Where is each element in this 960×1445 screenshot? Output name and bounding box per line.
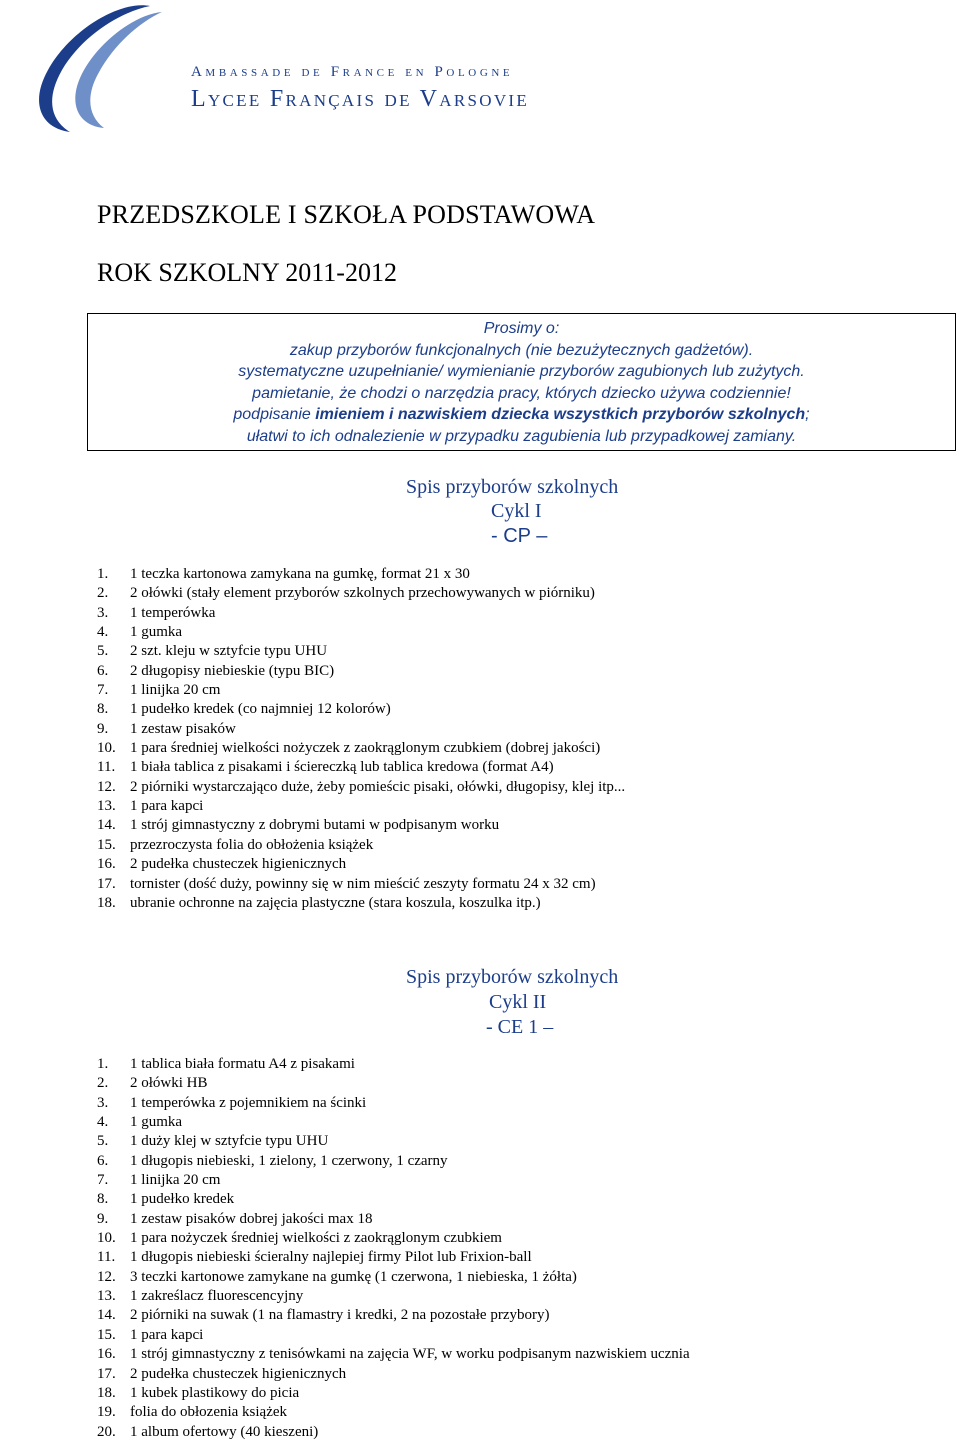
list-item-number: 10. [97,1230,116,1247]
list-item [97,1094,690,1113]
notice-line: pamietanie, że chodzi o narzędzia pracy, których dziecko używa codziennie! [252,384,791,402]
list-item-text: 1 gumka [130,1114,183,1131]
cycle1-name: Cykl I [491,500,542,522]
list-item-text: tornister (dość duży, powinny się w nim mieścić zeszyty formatu 24 x 32 cm) [130,875,596,892]
school-year: ROK SZKOLNY 2011-2012 [97,258,397,287]
list-item [97,758,625,777]
notice-line: Prosimy o: [483,320,560,337]
list-item-number: 12. [97,1268,116,1285]
list-item [97,855,625,874]
list-item-text: 3 teczki kartonowe zamykane na gumkę (1 czerwona, 1 niebieska, 1 żółta) [130,1268,577,1285]
list-item [97,875,625,894]
list-item-number: 18. [97,894,116,911]
list-item-text: 2 ołówki HB [130,1075,208,1092]
list-item-number: 18. [97,1384,116,1401]
notice-line: ułatwi to ich odnalezienie w przypadku zagubienia lub przypadkowej zamiany. [246,427,797,445]
list-item-text: 1 pudełko kredek [130,1191,235,1208]
list-item [97,720,625,739]
list-item-number: 4. [97,1114,109,1131]
cycle2-level: - CE 1 – [486,1016,554,1038]
list-item-text: 2 piórniki wystarczająco duże, żeby pomieścic pisaki, ołówki, długopisy, klej itp... [130,778,626,795]
list-item-number: 2. [97,1075,109,1092]
list-item-number: 9. [97,1210,109,1227]
list-item-text: ubranie ochronne na zajęcia plastyczne (stara koszula, koszulka itp.) [130,894,541,911]
list-item [97,816,625,835]
list-item-text: 2 pudełka chusteczek higienicznych [130,1365,347,1382]
list-item-number: 3. [97,1094,109,1111]
list-item-number: 15. [97,1326,116,1343]
list-item-number: 14. [97,817,116,834]
list-item-number: 17. [97,1365,116,1382]
list-item-text: 2 szt. kleju w sztyfcie typu UHU [130,643,328,660]
cycle1-level: - CP – [491,525,548,547]
list-item [97,778,625,797]
list-item-number: 16. [97,1346,116,1363]
list-item-text: folia do obłozenia książek [130,1404,288,1421]
list-item-number: 8. [97,1191,109,1208]
list-item-text: 1 para nożyczek średniej wielkości z zaokrąglonym czubkiem [130,1230,502,1247]
list-item-number: 4. [97,624,109,641]
list-item [97,894,625,913]
list-item-number: 14. [97,1307,116,1324]
list-item-text: 1 teczka kartonowa zamykana na gumkę, format 21 x 30 [130,566,470,582]
list-item [97,1326,690,1345]
list-item [97,1423,690,1442]
list-item-number: 3. [97,604,109,621]
swoosh-logo-icon [0,0,190,140]
list-item-text: 1 temperówka z pojemnikiem na ścinki [130,1094,367,1111]
list-item [97,1113,690,1132]
list-item-text: 1 gumka [130,624,183,641]
list-item-number: 1. [97,1056,109,1072]
list-item [97,1210,690,1229]
notice-text: podpisanie [233,406,316,423]
list-item [97,642,625,661]
list-item-text: 1 zestaw pisaków [130,720,236,737]
list-item-number: 19. [97,1404,116,1421]
list-item [97,1287,690,1306]
list-item [97,1268,690,1287]
list-item [97,565,625,584]
list-item-number: 6. [97,662,109,679]
list-item-number: 15. [97,836,116,853]
cycle1-list [97,565,625,913]
list-item [97,662,625,681]
notice-line: systematyczne uzupełnianie/ wymienianie przyborów zagubionych lub zużytych. [238,363,805,380]
list-item-number: 7. [97,1172,109,1189]
list-item [97,836,625,855]
list-item [97,1132,690,1151]
list-item-text: 1 linijka 20 cm [130,1172,221,1189]
list-item [97,1074,690,1093]
list-item-number: 7. [97,682,109,699]
list-item-text: 1 album ofertowy (40 kieszeni) [130,1423,319,1440]
list-item-text: 2 piórniki na suwak (1 na flamastry i kredki, 2 na pozostałe przybory) [130,1307,550,1324]
list-item-number: 5. [97,1133,109,1150]
list-item-text: 2 pudełka chusteczek higienicznych [130,856,347,873]
list-item [97,1248,690,1267]
list-item-text: 1 duży klej w sztyfcie typu UHU [130,1133,329,1150]
notice-line [88,404,955,426]
list-item-number: 16. [97,856,116,873]
list-item [97,681,625,700]
list-item-text: 2 ołówki (stały element przyborów szkolnych przechowywanych w piórniku) [130,585,595,602]
list-item-text: 1 para średniej wielkości nożyczek z zaokrąglonym czubkiem (dobrej jakości) [130,740,601,757]
list-item [97,604,625,623]
cycle1-title: Spis przyborów szkolnych [406,476,619,498]
notice-line: zakup przyborów funkcjonalnych (nie bezużytecznych gadżetów). [289,341,754,359]
school-logo [0,0,600,140]
list-item-number: 6. [97,1152,109,1169]
list-item-text: 1 tablica biała formatu A4 z pisakami [130,1056,355,1072]
list-item [97,1152,690,1171]
list-item-text: 1 zakreślacz fluorescencyjny [130,1288,304,1305]
list-item [97,797,625,816]
list-item-text: 1 zestaw pisaków dobrej jakości max 18 [130,1210,373,1227]
list-item [97,1055,690,1074]
embassy-name: Ambassade de France en Pologne [191,64,514,80]
school-name: Lycee Français de Varsovie [191,86,530,112]
notice-box [87,313,956,451]
list-item-number: 9. [97,720,109,737]
list-item [97,1365,690,1384]
list-item-text: 1 kubek plastikowy do picia [130,1384,300,1401]
list-item-number: 5. [97,643,109,660]
list-item [97,623,625,642]
notice-text: ; [805,406,810,423]
list-item [97,584,625,603]
list-item-text: 1 para kapci [130,1326,204,1343]
list-item [97,1171,690,1190]
list-item-number: 20. [97,1423,116,1440]
list-item [97,1403,690,1422]
list-item-number: 2. [97,585,109,602]
list-item [97,1384,690,1403]
list-item-number: 13. [97,798,116,815]
list-item-number: 1. [97,566,109,582]
cycle2-list [97,1055,690,1442]
list-item-text: 1 temperówka [130,604,216,621]
cycle2-title: Spis przyborów szkolnych [406,966,619,988]
list-item-number: 10. [97,740,116,757]
list-item-text: 1 pudełko kredek (co najmniej 12 kolorów) [130,701,391,718]
notice-emphasis: imieniem i nazwiskiem dziecka wszystkich przyborów szkolnych [315,406,806,423]
list-item-text: 1 strój gimnastyczny z tenisówkami na zajęcia WF, w worku podpisanym nazwiskiem ucznia [130,1346,690,1363]
list-item-number: 13. [97,1288,116,1305]
list-item-text: 1 linijka 20 cm [130,682,221,699]
list-item-number: 11. [97,759,116,776]
list-item-text: 1 strój gimnastyczny z dobrymi butami w podpisanym worku [130,817,500,834]
list-item-text: 1 długopis niebieski, 1 zielony, 1 czerwony, 1 czarny [130,1152,448,1169]
cycle2-name: Cykl II [489,991,547,1013]
list-item [97,700,625,719]
list-item-text: 1 biała tablica z pisakami i ściereczką lub tablica kredowa (format A4) [130,759,554,776]
list-item-text: 1 para kapci [130,798,204,815]
list-item [97,1306,690,1325]
page-title: PRZEDSZKOLE I SZKOŁA PODSTAWOWA [97,200,596,229]
list-item [97,1345,690,1364]
list-item-number: 17. [97,875,116,892]
list-item-number: 12. [97,778,116,795]
list-item-text: 2 długopisy niebieskie (typu BIC) [130,662,335,679]
list-item-text: przezroczysta folia do obłożenia książek [130,836,374,853]
list-item [97,739,625,758]
list-item-text: 1 długopis niebieski ścieralny najlepiej firmy Pilot lub Frixion-ball [130,1249,532,1266]
list-item [97,1229,690,1248]
list-item-number: 11. [97,1249,116,1266]
list-item [97,1190,690,1209]
list-item-number: 8. [97,701,109,718]
